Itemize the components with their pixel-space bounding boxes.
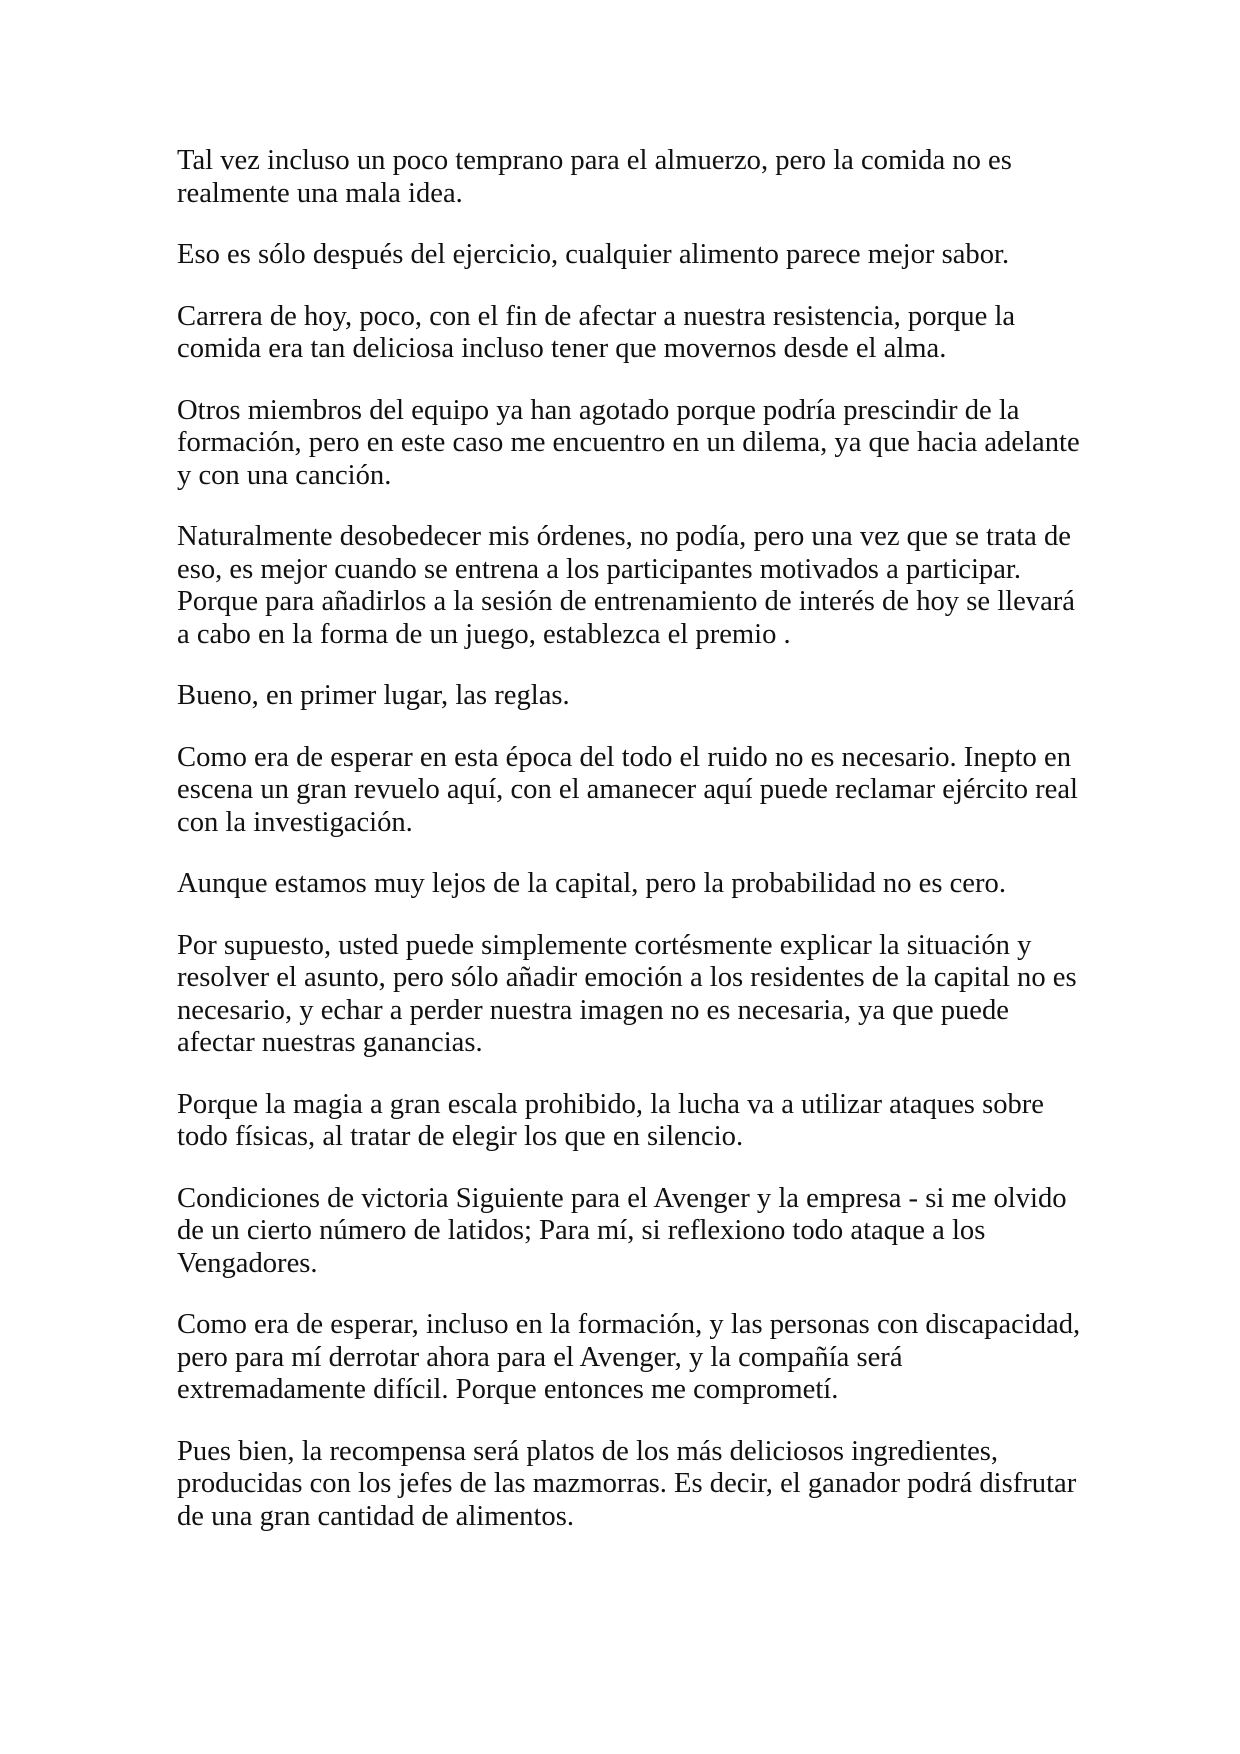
paragraph-1: Tal vez incluso un poco temprano para el almuerzo, pero la comida no es realmente una mala idea.	[177, 145, 1012, 209]
document-body	[177, 145, 1082, 1562]
paragraph-4: Otros miembros del equipo ya han agotado porque podría prescindir de la formación, pero en este caso me encuentro en un dilema, ya que hacia adelante y con una canción.	[177, 394, 1080, 491]
paragraph-5: Naturalmente desobedecer mis órdenes, no podía, pero una vez que se trata de eso, es mejor cuando se entrena a los participantes motivados a participar. Porque para añadirlos a la sesión de entrenamiento de interés de hoy se llevará a cabo en la forma de un juego, establezca el premio .	[177, 521, 1075, 650]
paragraph-11: Condiciones de victoria Siguiente para el Avenger y la empresa - si me olvido de un cierto número de latidos; Para mí, si reflexiono todo ataque a los Vengadores.	[177, 1182, 1067, 1279]
paragraph-12: Como era de esperar, incluso en la formación, y las personas con discapacidad, pero para mí derrotar ahora para el Avenger, y la compañía será extremadamente difícil. Porque entonces me comprometí.	[177, 1309, 1081, 1405]
paragraph-2: Eso es sólo después del ejercicio, cualquier alimento parece mejor sabor.	[177, 239, 1010, 270]
paragraph-7: Como era de esperar en esta época del todo el ruido no es necesario. Inepto en escena un gran revuelo aquí, con el amanecer aquí puede reclamar ejército real con la investigación.	[177, 741, 1078, 838]
paragraph-6: Bueno, en primer lugar, las reglas.	[177, 680, 570, 711]
paragraph-13: Pues bien, la recompensa será platos de los más deliciosos ingredientes, producidas con los jefes de las mazmorras. Es decir, el ganador podrá disfrutar de una gran cantidad de alimentos.	[177, 1435, 1077, 1532]
paragraph-3: Carrera de hoy, poco, con el fin de afectar a nuestra resistencia, porque la comida era tan deliciosa incluso tener que movernos desde el alma.	[177, 300, 1016, 364]
paragraph-10: Porque la magia a gran escala prohibido, la lucha va a utilizar ataques sobre todo físicas, al tratar de elegir los que en silencio.	[177, 1088, 1044, 1152]
paragraph-9: Por supuesto, usted puede simplemente cortésmente explicar la situación y resolver el asunto, pero sólo añadir emoción a los residentes de la capital no es necesario, y echar a perder nuestra imagen no es necesaria, ya que puede afectar nuestras ganancias.	[177, 929, 1077, 1058]
paragraph-8: Aunque estamos muy lejos de la capital, pero la probabilidad no es cero.	[177, 868, 1006, 899]
